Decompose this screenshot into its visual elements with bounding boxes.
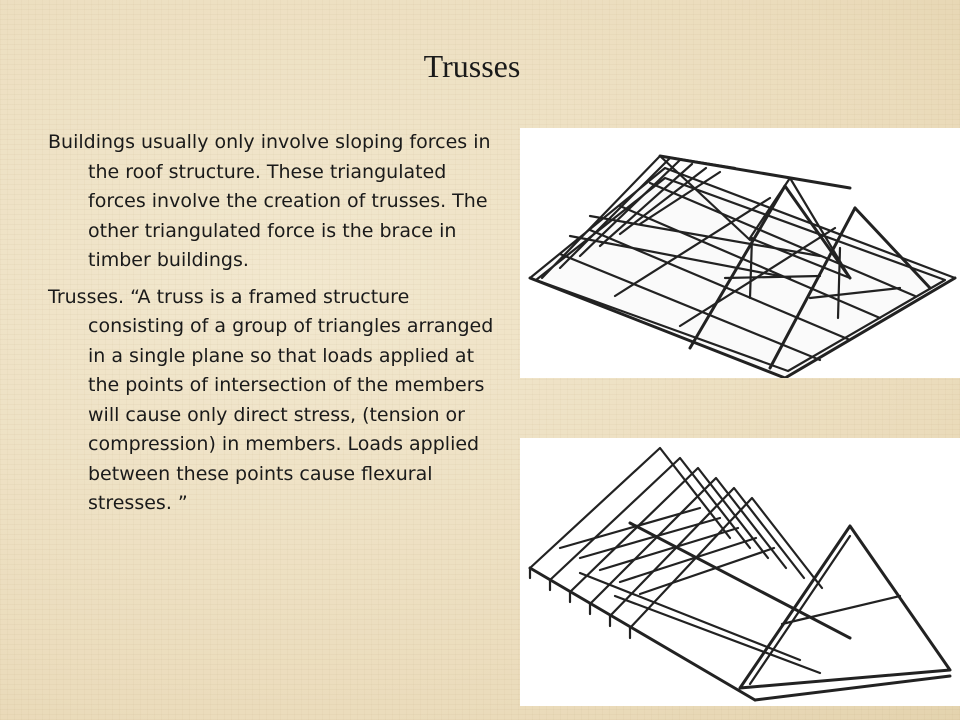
slide-title: Trusses	[423, 48, 521, 84]
roof-framing-illustration	[520, 128, 960, 378]
paragraph-trusses-definition: Trusses. “A truss is a framed structure consisting of a group of triangles arranged in a single plane so that loads applied at the points of intersection of the members will cause only direct stress, (tension or compression) in members. Loads applied between these points cause flexural stresses. ”	[48, 285, 494, 514]
truss-row-illustration	[520, 438, 960, 706]
paragraph-buildings: Buildings usually only involve sloping forces in the roof structure. These triangulated forces involve the creation of trusses. The other triangulated force is the brace in timber buildings.	[48, 131, 491, 271]
body-text	[48, 128, 510, 526]
